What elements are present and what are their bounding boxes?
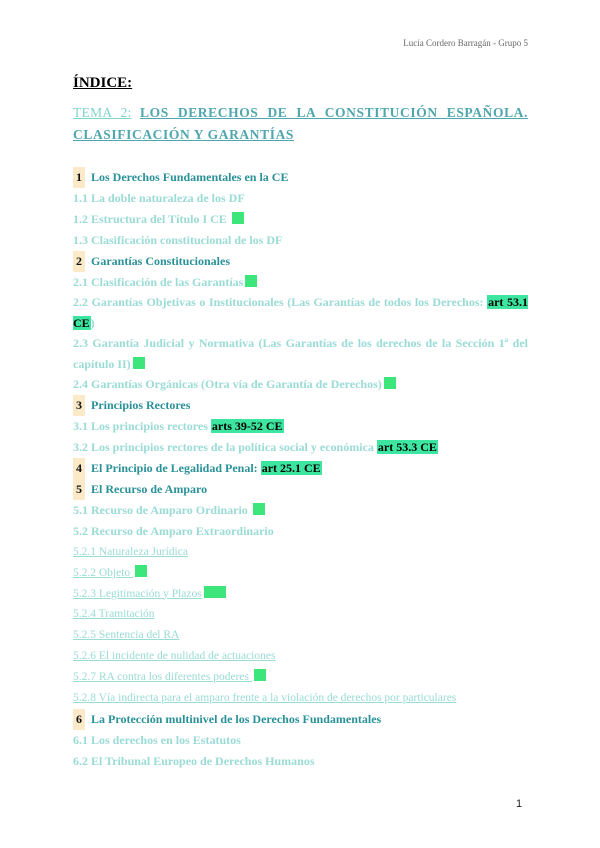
toc-entry-1-1[interactable]	[73, 188, 528, 209]
toc-entry-text: 3.2 Los principios rectores de la política social y económica	[73, 440, 374, 455]
section-number: 2	[73, 251, 85, 272]
toc-entry-text: 6.1 Los derechos en los Estatutos	[73, 732, 241, 747]
toc-section-2[interactable]	[73, 251, 528, 272]
toc-entry-text: 3.1 Los principios rectores	[73, 419, 208, 434]
highlight-mark	[135, 565, 147, 577]
toc-entry-text: Principios Rectores	[91, 398, 191, 413]
toc-section-3[interactable]	[73, 395, 528, 416]
toc-entry-text: 5.2 Recurso de Amparo Extraordinario	[73, 523, 274, 538]
toc-entry-text: 5.2.3 Legitimación y Plazos	[73, 587, 202, 600]
tema-label: TEMA 2:	[73, 105, 132, 120]
highlight-mark	[245, 275, 257, 287]
toc-entry-6-2[interactable]	[73, 751, 528, 772]
toc-entry-text: 6.2 El Tribunal Europeo de Derechos Humanos	[73, 753, 315, 768]
toc-entry-text: 1.3 Clasificación constitucional de los DF	[73, 232, 283, 247]
highlight-mark	[384, 377, 396, 389]
toc-section-5[interactable]	[73, 479, 528, 500]
toc-entry-3-1[interactable]	[73, 416, 528, 437]
toc-entry-5-1[interactable]	[73, 500, 528, 521]
tema-title	[73, 102, 528, 146]
toc-entry-text: 5.2.1 Naturaleza Jurídica	[73, 545, 188, 558]
highlight-mark	[253, 503, 265, 515]
article-tag: arts 39-52 CE	[211, 419, 283, 434]
toc-entry-text: 5.1 Recurso de Amparo Ordinario	[73, 502, 248, 517]
toc-entry-5-2-7[interactable]	[73, 667, 528, 688]
toc-entry-text: 5.2.8 Vía indirecta para el amparo frente a la violación de derechos por particulares	[73, 692, 457, 705]
article-tag: art 25.1 CE	[261, 461, 321, 476]
article-tag: art 53.1 CE	[73, 295, 528, 330]
toc-entry-2-1[interactable]	[73, 272, 528, 293]
tema-name: LOS DERECHOS DE LA CONSTITUCIÓN ESPAÑOLA. CLASIFICACIÓN Y GARANTÍAS	[73, 105, 528, 142]
toc-entry-text: 2.1 Clasificación de las Garantías	[73, 274, 244, 289]
section-number: 5	[73, 479, 85, 500]
toc-entry-text: 5.2.4 Tramitación	[73, 608, 155, 621]
index-heading: ÍNDICE:	[73, 75, 133, 91]
section-number: 3	[73, 395, 85, 416]
toc-entry-2-2[interactable]	[73, 292, 528, 333]
toc-entry-5-2-5[interactable]	[73, 625, 528, 646]
article-tag: art 53.3 CE	[377, 440, 437, 455]
header-author: Lucía Cordero Barragán - Grupo 5	[403, 38, 528, 48]
toc-entry-5-2-3[interactable]	[73, 584, 528, 605]
highlight-mark	[232, 212, 244, 224]
page-number: 1	[516, 798, 523, 810]
toc-entry-text: El Principio de Legalidad Penal:	[91, 461, 258, 476]
toc-entry-6-1[interactable]	[73, 730, 528, 751]
toc-entry-text: 1.2 Estructura del Título I CE	[73, 211, 227, 226]
toc-entry-1-2[interactable]	[73, 209, 528, 230]
toc-entry-text: 5.2.5 Sentencia del RA	[73, 629, 180, 642]
section-number: 1	[73, 167, 85, 188]
toc-entry-5-2-8[interactable]	[73, 688, 528, 709]
toc-entry-text: La Protección multinivel de los Derechos Fundamentales	[91, 711, 382, 726]
section-number: 4	[73, 458, 85, 479]
highlight-mark	[254, 669, 266, 681]
section-number: 6	[73, 709, 85, 730]
toc-entry-2-3[interactable]	[73, 333, 528, 374]
toc-entry-text: Garantías Constitucionales	[91, 253, 231, 268]
toc-entry-1-3[interactable]	[73, 230, 528, 251]
toc-entry-5-2-2[interactable]	[73, 563, 528, 584]
toc-entry-3-2[interactable]	[73, 437, 528, 458]
toc-entry-2-4[interactable]	[73, 374, 528, 395]
table-of-contents	[73, 167, 528, 772]
toc-section-1[interactable]	[73, 167, 528, 188]
highlight-mark	[133, 357, 145, 369]
toc-section-6[interactable]	[73, 709, 528, 730]
toc-entry-text: El Recurso de Amparo	[91, 481, 208, 496]
toc-entry-text: Los Derechos Fundamentales en la CE	[91, 170, 289, 184]
toc-entry-text: 2.3 Garantía Judicial y Normativa (Las Garantías de los derechos de la Sección 1ª del capítulo II)	[73, 336, 528, 371]
toc-entry-text: 5.2.2 Objeto	[73, 566, 131, 579]
toc-entry-text: 5.2.6 El incidente de nulidad de actuaciones	[73, 650, 276, 663]
toc-entry-5-2-1[interactable]	[73, 542, 528, 563]
toc-entry-text: 1.1 La doble naturaleza de los DF	[73, 190, 245, 205]
toc-entry-5-2-6[interactable]	[73, 646, 528, 667]
toc-entry-text: 5.2.7 RA contra los diferentes poderes	[73, 671, 249, 684]
toc-entry-5-2[interactable]	[73, 521, 528, 542]
toc-entry-tail: )	[90, 315, 95, 330]
toc-entry-5-2-4[interactable]	[73, 604, 528, 625]
toc-entry-text: 2.2 Garantías Objetivas o Institucionales (Las Garantías de todos los Derechos:	[73, 295, 484, 310]
toc-section-4[interactable]	[73, 458, 528, 479]
toc-entry-text: 2.4 Garantías Orgánicas (Otra vía de Garantía de Derechos)	[73, 377, 382, 392]
highlight-mark	[204, 586, 226, 598]
